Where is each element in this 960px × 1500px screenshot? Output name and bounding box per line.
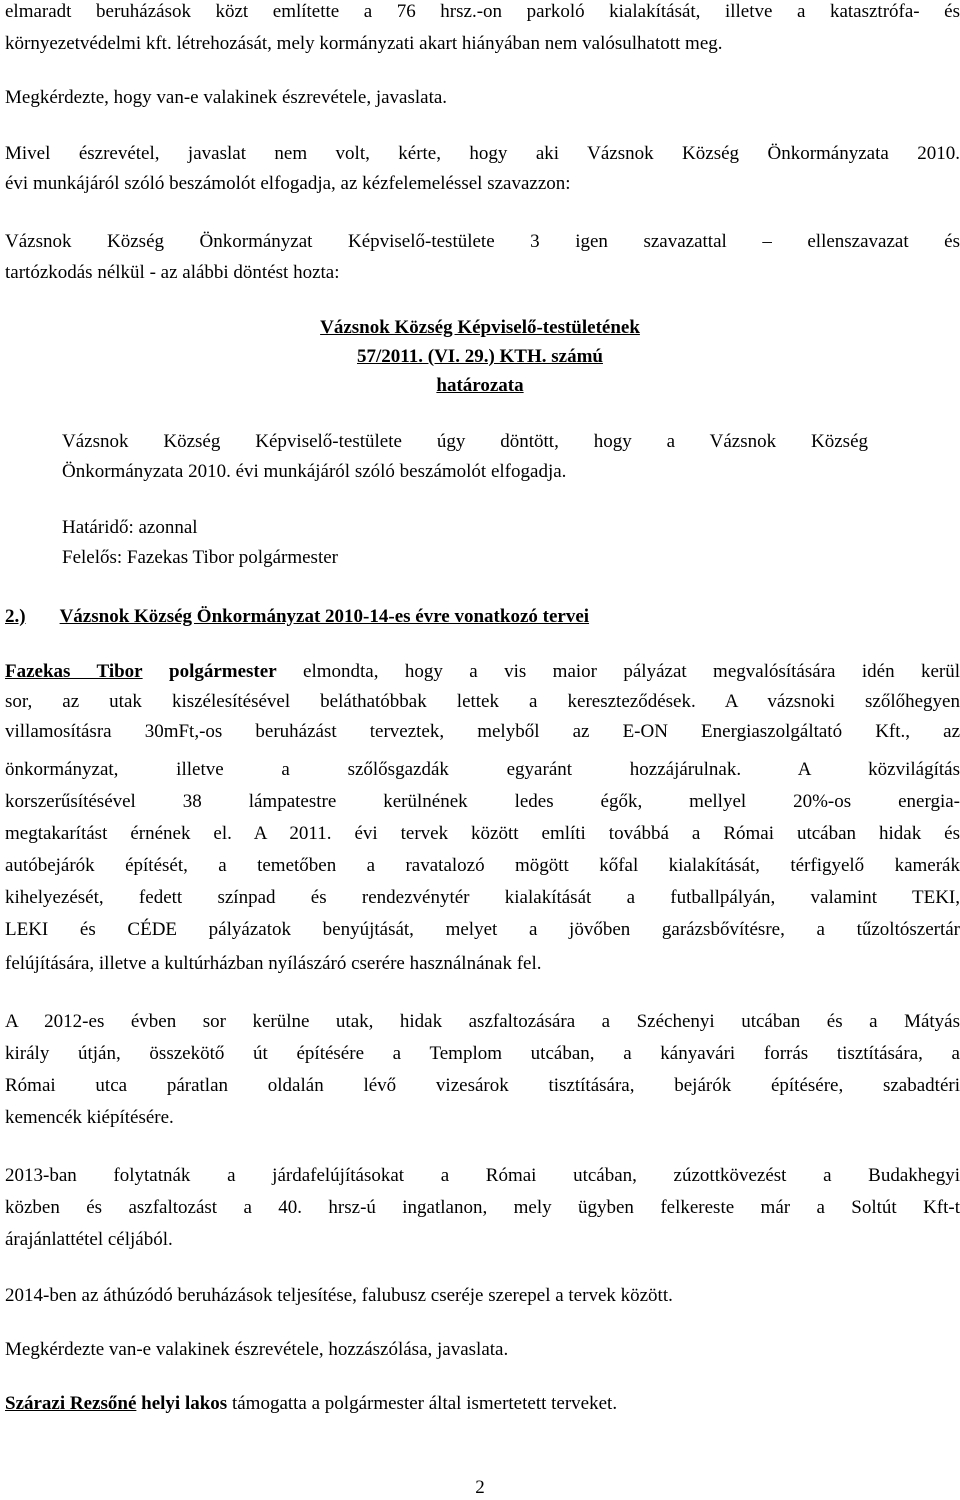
paragraph-line: kihelyezését, fedett színpad és rendezvénytér kialakítását a futballpályán, valamint TEKI, [5,887,960,908]
resolution-heading-2: 57/2011. (VI. 29.) KTH. számú [357,346,603,367]
paragraph-line [5,1392,960,1416]
paragraph-line: Megkérdezte van-e valakinek észrevétele, hozzászólása, javaslata. [5,1339,509,1360]
section-heading [5,604,960,628]
paragraph-line: megtakarítást érnének el. A 2011. évi tervek között említi továbbá a Római utcában hidak és [5,823,960,844]
paragraph-line: tartózkodás nélkül - az alábbi döntést hozta: [5,262,340,283]
paragraph-line: király útján, összekötő út építésére a Templom utcában, a kányavári forrás tisztítására, a [5,1043,960,1064]
paragraph-line: autóbejárók építését, a temetőben a ravatalozó mögött kőfal kialakítását, térfigyelő kamerák [5,855,960,876]
paragraph-text: támogatta a polgármester által ismertetett terveket. [227,1393,618,1414]
section-underline-gap [26,604,60,622]
paragraph-line: LEKI és CÉDE pályázatok benyújtását, melyet a jövőben garázsbővítésre, a tűzoltószertár [5,919,960,940]
paragraph-line: Megkérdezte, hogy van-e valakinek észrevétele, javaslata. [5,87,448,108]
paragraph-line: 2013-ban folytatnák a járdafelújításokat a Római utcában, zúzottkövezést a Budakhegyi [5,1165,960,1186]
paragraph-line: kemencék kiépítésére. [5,1107,174,1128]
speaker-role: helyi lakos [141,1393,228,1414]
speaker-name: Fazekas Tibor [5,661,143,682]
paragraph-line: villamosításra 30mFt,-os beruházást terveztek, melyből az E-ON Energiaszolgáltató Kft., az [5,721,960,742]
resolution-heading-1: Vázsnok Község Képviselő-testületének [320,317,640,338]
paragraph-line: 2014-ben az áthúzódó beruházások teljesítése, falubusz cseréje szerepel a tervek között. [5,1285,673,1306]
paragraph-line: felújítására, illetve a kultúrházban nyílászáró cserére használnának fel. [5,953,542,974]
paragraph-line: Mivel észrevétel, javaslat nem volt, kérte, hogy aki Vázsnok Község Önkormányzata 2010. [5,143,960,164]
paragraph-line: közben és aszfaltozást a 40. hrsz-ú ingatlanon, mely ügyben felkereste már a Soltút Kft-t [5,1197,960,1218]
paragraph-line: Vázsnok Község Önkormányzat Képviselő-testülete 3 igen szavazattal – ellenszavazat és [5,231,960,252]
speaker-name: Szárazi Rezsőné [5,1393,137,1414]
paragraph-line: Római utca páratlan oldalán lévő vizesárok tisztítására, bejárók építésére, szabadtéri [5,1075,960,1096]
resolution-heading-3: határozata [436,375,524,396]
resolution-deadline: Határidő: azonnal [62,517,198,538]
paragraph-text: elmondta, hogy a vis maior pályázat megvalósítására idén kerül [276,661,960,682]
paragraph-line: árajánlattétel céljából. [5,1229,173,1250]
resolution-body-line: Önkormányzata 2010. évi munkájáról szóló beszámolót elfogadja. [62,461,567,482]
paragraph-line [5,660,960,684]
paragraph-line: környezetvédelmi kft. létrehozását, mely kormányzati akart hiányában nem valósulhatott meg. [5,33,723,54]
section-title: Vázsnok Község Önkormányzat 2010-14-es évre vonatkozó tervei [59,606,590,627]
paragraph-line: korszerűsítésével 38 lámpatestre kerülnének ledes égők, mellyel 20%-os energia- [5,791,960,812]
paragraph-line: sor, az utak kiszélesítésével beláthatóbbak lettek a kereszteződések. A vázsnoki szőlőhegyen [5,691,960,712]
section-number: 2.) [5,606,26,627]
resolution-responsible: Felelős: Fazekas Tibor polgármester [62,547,338,568]
paragraph-line: önkormányzat, illetve a szőlősgazdák egyaránt hozzájárulnak. A közvilágítás [5,759,960,780]
page-number: 2 [475,1477,485,1498]
paragraph-line: évi munkájáról szóló beszámolót elfogadja, az kézfelemeléssel szavazzon: [5,173,571,194]
resolution-body-line: Vázsnok Község Képviselő-testülete úgy döntött, hogy a Vázsnok Község [62,431,868,452]
paragraph-line: elmaradt beruházások közt említette a 76 hrsz.-on parkoló kialakítását, illetve a katasztrófa- és [5,1,960,22]
paragraph-line: A 2012-es évben sor kerülne utak, hidak aszfaltozására a Széchenyi utcában és a Mátyás [5,1011,960,1032]
speaker-role: polgármester [169,661,277,682]
